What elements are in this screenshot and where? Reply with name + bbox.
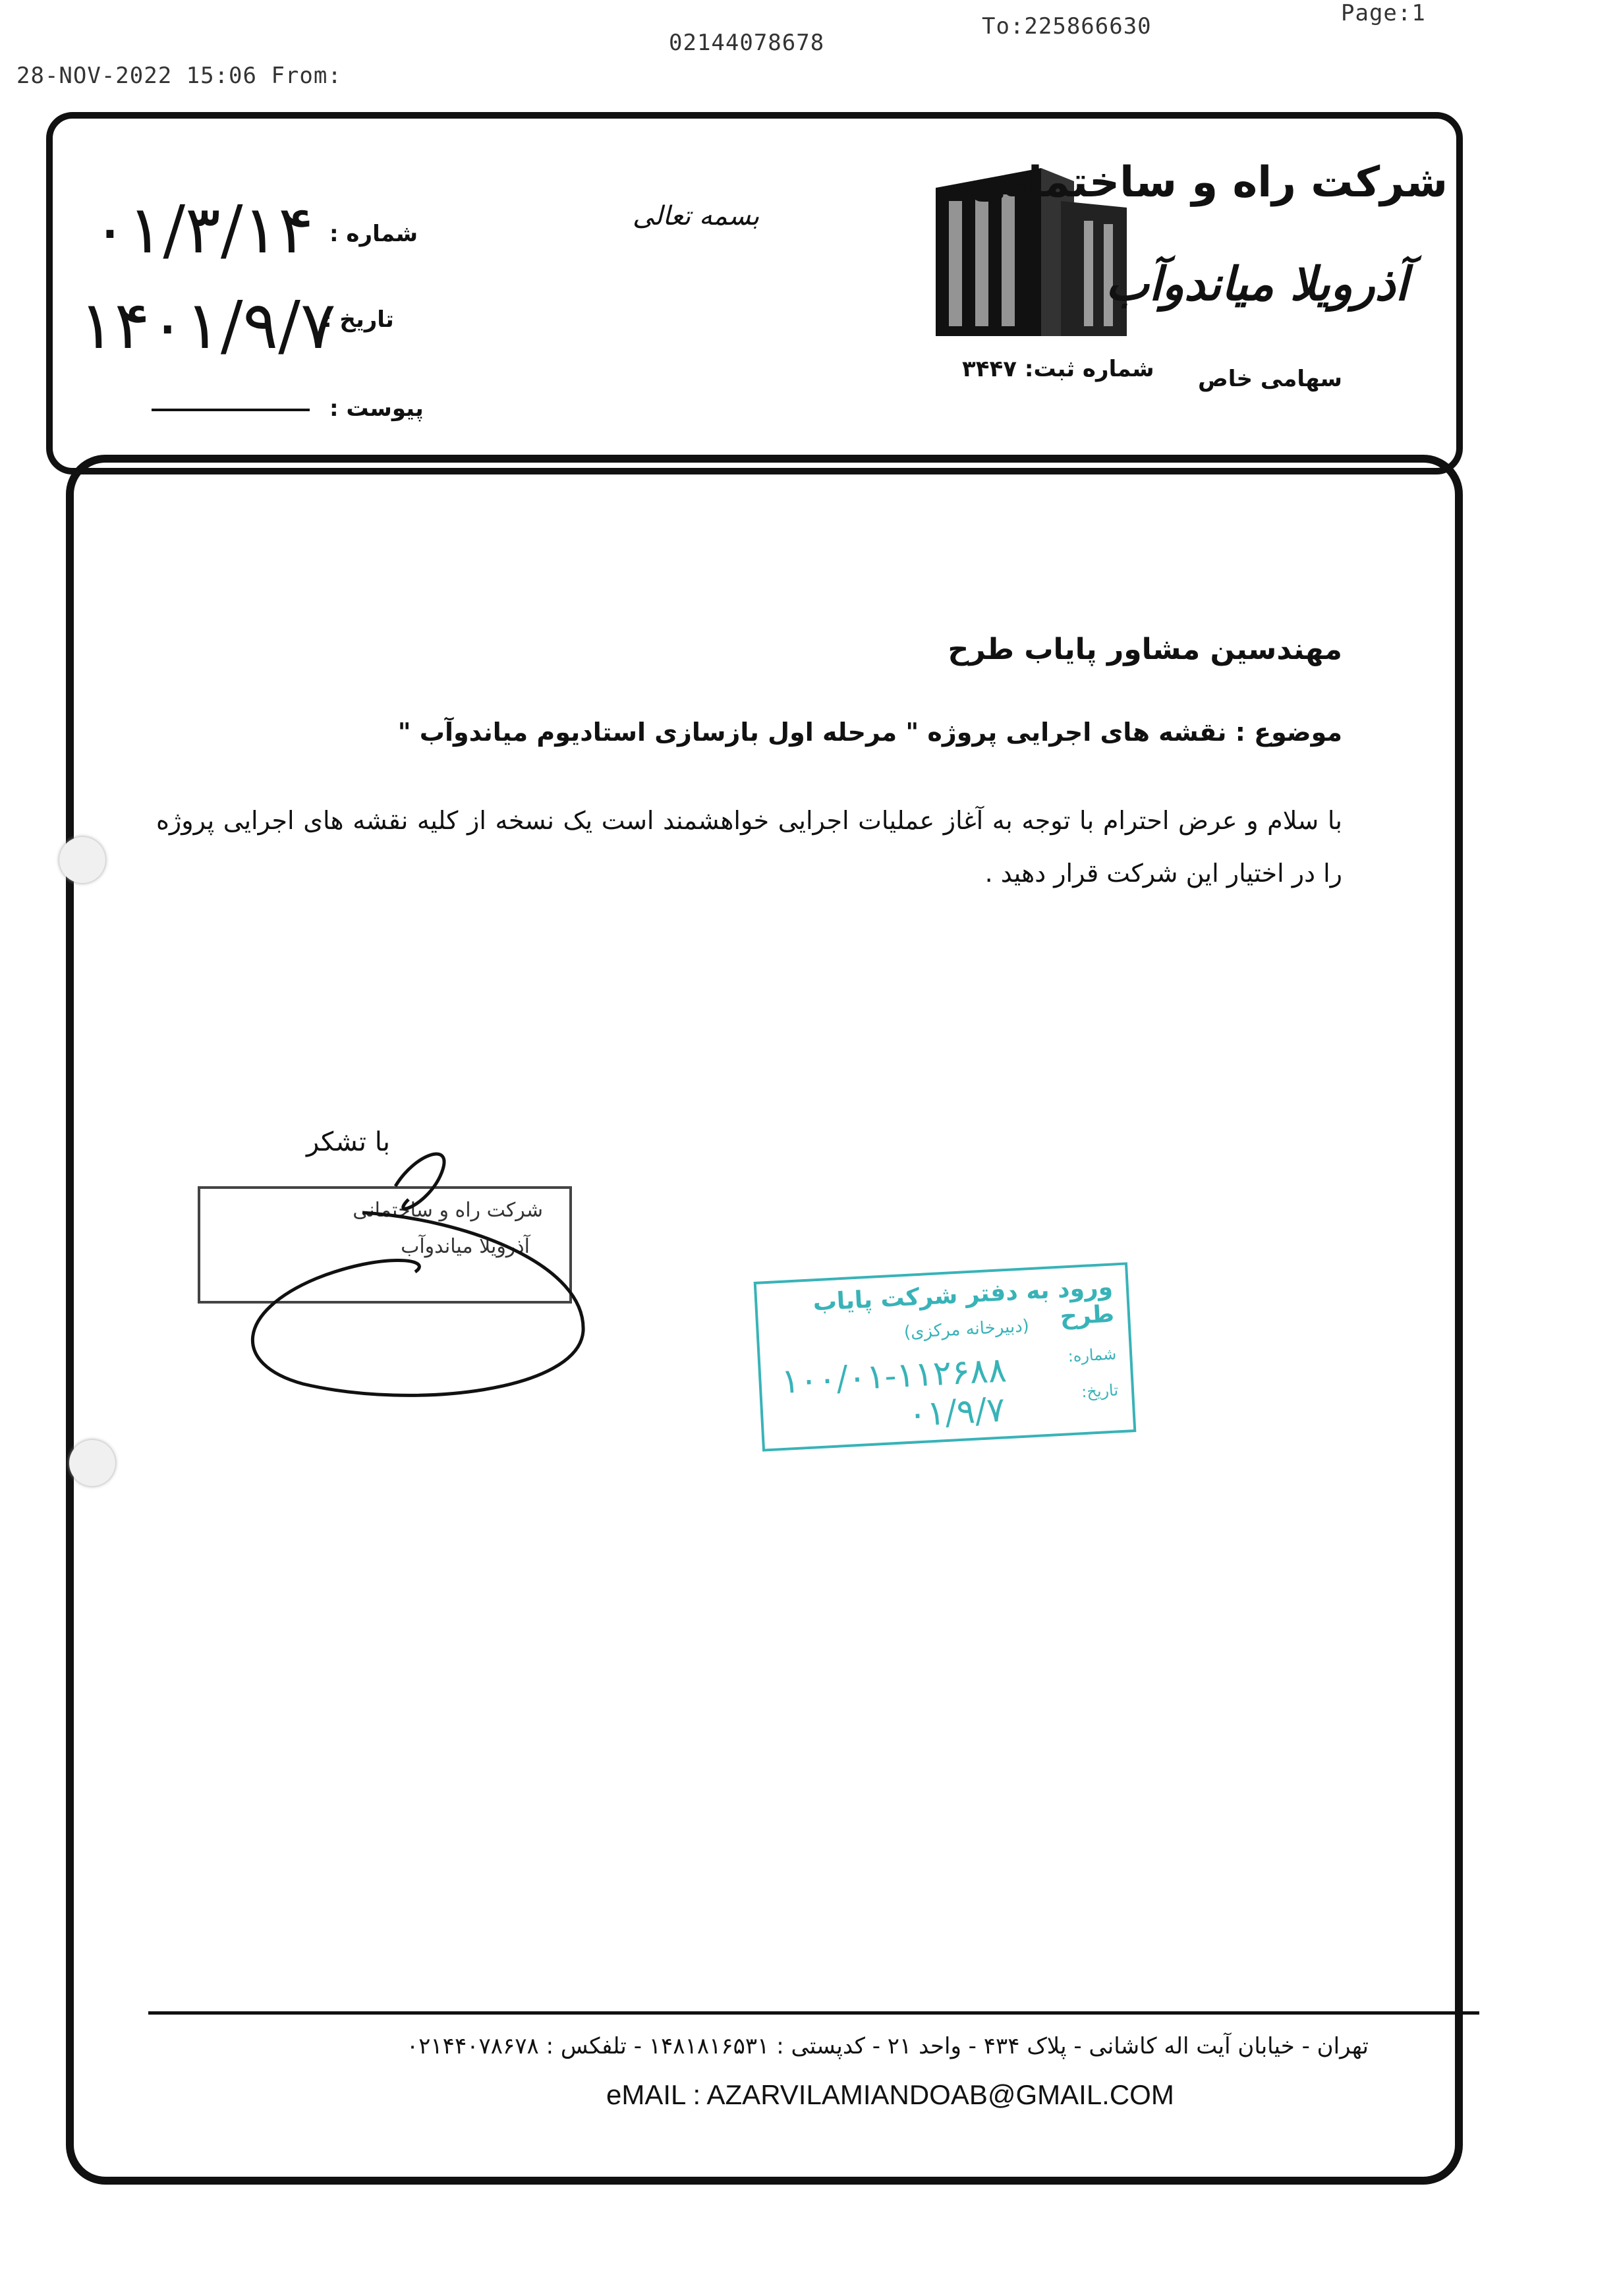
seal-line-1: شرکت راه و ساختمانی bbox=[353, 1199, 543, 1222]
attachment-line bbox=[152, 409, 310, 411]
footer-email: eMAIL : AZARVILAMIANDOAB@GMAIL.COM bbox=[606, 2079, 1174, 2110]
bismillah: بسمه تعالی bbox=[633, 201, 760, 231]
fax-datetime: 28-NOV-2022 15:06 From: bbox=[16, 63, 342, 89]
footer-address: تهران - خیابان آیت اله کاشانی - پلاک ۴۳۴ - واحد ۲۱ - کدپستی : ۱۴۸۱۸۱۶۵۳۱ - تلفکس : ۰۲۱۴۴۰۷۸۶۷۸ bbox=[406, 2033, 1369, 2059]
date-label: تاریخ : bbox=[323, 306, 394, 333]
fax-page: Page:1 bbox=[1341, 0, 1426, 26]
attachment-label: پیوست : bbox=[329, 395, 424, 422]
punch-hole bbox=[59, 837, 105, 883]
seal-line-2: آذرویلا میاندوآب bbox=[401, 1235, 530, 1258]
fax-phone: 02144078678 bbox=[669, 30, 825, 56]
registration-number: شماره ثبت: ۳۴۴۷ bbox=[962, 356, 1154, 382]
recipient: مهندسین مشاور پایاب طرح bbox=[948, 633, 1342, 666]
company-subname: آذرویلا میاندوآب bbox=[1105, 257, 1408, 311]
subject: موضوع : نقشه های اجرایی پروژه " مرحله اول بازسازی استادیوم میاندوآب " bbox=[397, 718, 1342, 747]
number-label: شماره : bbox=[329, 221, 418, 247]
letter-body: با سلام و عرض احترام با توجه به آغاز عملیات اجرایی خواهشمند است یک نسخه از کلیه نقشه های اجرایی پروژه را در اختیار این شرکت قرار دهید . bbox=[156, 806, 1342, 888]
stamp-subtitle: (دبیرخانه مرکزی) bbox=[903, 1316, 1030, 1343]
fax-to: To:225866630 bbox=[982, 13, 1152, 40]
stamp-title: ورود به دفتر شرکت پایاب طرح bbox=[812, 1273, 1116, 1331]
receipt-stamp bbox=[754, 1262, 1137, 1451]
stamp-date-label: تاریخ: bbox=[1081, 1381, 1119, 1402]
closing: با تشکر bbox=[306, 1127, 391, 1157]
footer-divider bbox=[148, 2011, 1479, 2015]
company-name: شرکت راه و ساختمانی bbox=[969, 158, 1448, 207]
stamp-number-label: شماره: bbox=[1067, 1344, 1117, 1366]
stamp-date-value: ۰۱/۹/۷ bbox=[907, 1390, 1006, 1435]
number-value: ۰۱/۳/۱۴ bbox=[92, 191, 314, 268]
company-type: سهامی خاص bbox=[1198, 366, 1342, 392]
stamp-number-value: ۱۰۰/۰۱-۱۱۲۶۸۸ bbox=[780, 1350, 1008, 1402]
signature bbox=[217, 1114, 613, 1417]
date-value: ۱۴۰۱/۹/۷ bbox=[79, 287, 336, 364]
punch-hole bbox=[69, 1440, 115, 1486]
